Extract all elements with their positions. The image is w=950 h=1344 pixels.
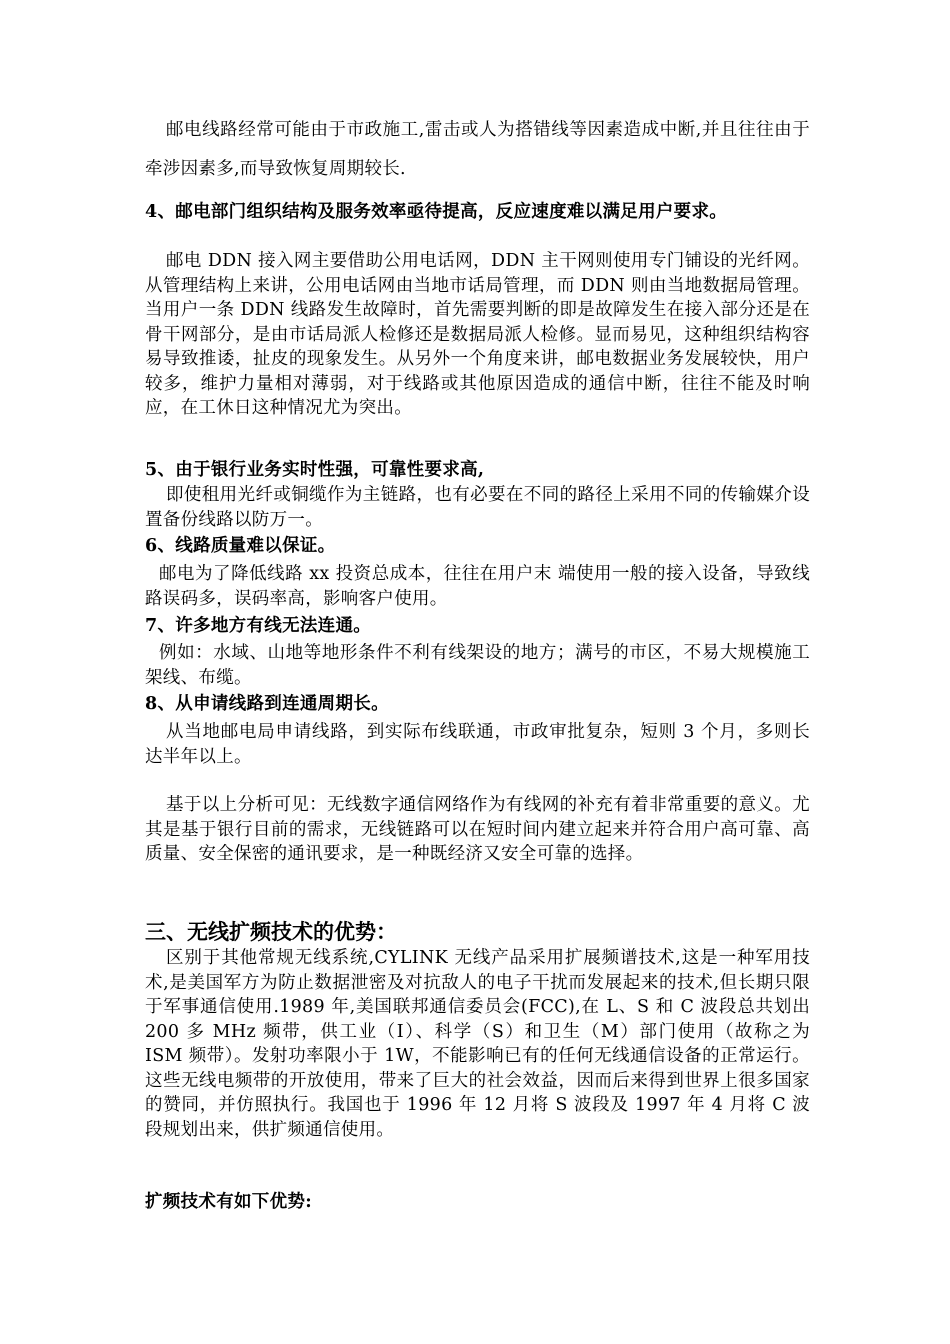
- paragraph-terrain-examples: 例如：水域、山地等地形条件不利有线架设的地方；满号的市区，不易大规模施工架线、布缆。: [145, 643, 810, 688]
- heading-8-long-application: 8、从申请线路到连通周期长。: [145, 694, 389, 714]
- heading-6-line-quality: 6、线路质量难以保证。: [145, 536, 336, 556]
- heading-advantages: 扩频技术有如下优势:: [145, 1192, 312, 1212]
- heading-7-no-wired-connection: 7、许多地方有线无法连通。: [145, 616, 372, 636]
- section-title-spread-spectrum: 三、无线扩频技术的优势：: [145, 920, 397, 944]
- heading-4-organization: 4、邮电部门组织结构及服务效率亟待提高，反应速度难以满足用户要求。: [145, 202, 728, 222]
- paragraph-analysis-conclusion: 基于以上分析可见：无线数字通信网络作为有线网的补充有着非常重要的意义。尤其是基于银行目前的需求，无线链路可以在短时间内建立起来并符合用户高可靠、高质量、安全保密的通讯要求，是一种既经济又安全可靠的选择。: [145, 795, 810, 864]
- paragraph-cylink-spread-spectrum: 区别于其他常规无线系统,CYLINK 无线产品采用扩展频谱技术,这是一种军用技术,是美国军方为防止数据泄密及对抗敌人的电子干扰而发展起来的技术,但长期只限于军事通信使用.1989 年,美国联邦通信委员会(FCC),在 L、S 和 C 波段总共划出 200 多 MHz 频带，供工业（I）、科学（S）和卫生（M）部门使用（故称之为 ISM 频带）。发射功率限小于 1W，不能影响已有的任何无线通信设备的正常运行。这些无线电频带的开放使用，带来了巨大的社会效益，因而后来得到世界上很多国家的赞同，并仿照执行。我国也于 1996 年 12 月将 S 波段及 1997 年 4 月将 C 波段规划出来，供扩频通信使用。: [145, 948, 810, 1140]
- paragraph-backup-lines: 即使租用光纤或铜缆作为主链路，也有必要在不同的路径上采用不同的传输媒介设置备份线路以防万一。: [145, 485, 810, 530]
- paragraph-ddn-management: 邮电 DDN 接入网主要借助公用电话网，DDN 主干网则使用专门铺设的光纤网。从管理结构上来讲，公用电话网由当地市话局管理，而 DDN 则由当地数据局管理。当用户一条 DDN 线路发生故障时，首先需要判断的即是故障发生在接入部分还是在骨干网部分，是由市话局派人检修还是数据局派人检修。显而易见，这种组织结构容易导致推诿，扯皮的现象发生。从另外一个角度来讲，邮电数据业务发展较快，用户较多，维护力量相对薄弱，对于线路或其他原因造成的通信中断，往往不能及时响应，在工休日这种情况尤为突出。: [145, 251, 810, 418]
- heading-5-bank-reliability: 5、由于银行业务实时性强，可靠性要求高,: [145, 460, 485, 480]
- paragraph-line-quality: 邮电为了降低线路 xx 投资总成本，往往在用户末 端使用一般的接入设备，导致线路误码多，误码率高，影响客户使用。: [145, 564, 810, 609]
- paragraph-application-period: 从当地邮电局申请线路，到实际布线联通，市政审批复杂，短则 3 个月，多则长达半年以上。: [145, 722, 810, 767]
- paragraph-line-interruption: 邮电线路经常可能由于市政施工,雷击或人为搭错线等因素造成中断,并且往往由于牵涉因素多,而导致恢复周期较长.: [145, 120, 810, 179]
